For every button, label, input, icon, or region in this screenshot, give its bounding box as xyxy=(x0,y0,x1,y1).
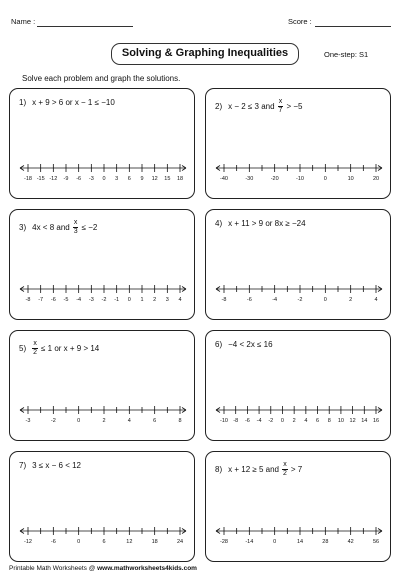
tick-label: 12 xyxy=(126,539,133,545)
problem-number: 4) xyxy=(215,219,223,228)
tick-label: -6 xyxy=(244,418,250,424)
tick-label: 0 xyxy=(280,418,284,424)
tick-label: -8 xyxy=(233,418,239,424)
fraction-numerator: x xyxy=(73,219,78,226)
number-line[interactable] xyxy=(206,452,392,563)
tick-label: -6 xyxy=(50,297,56,303)
tick-label: -3 xyxy=(25,418,31,424)
tick-label: 2 xyxy=(153,297,157,303)
tick-label: -28 xyxy=(220,539,228,545)
fraction-denominator: 3 xyxy=(73,227,78,235)
tick-label: 56 xyxy=(372,539,380,545)
tick-label: -4 xyxy=(272,297,278,303)
tick-label: -7 xyxy=(38,297,44,303)
tick-label: 3 xyxy=(115,176,119,182)
tick-label: 18 xyxy=(176,176,184,182)
inequality-text: x − 2 ≤ 3 and xyxy=(228,101,275,111)
tick-label: 1 xyxy=(140,297,144,303)
problem-number: 8) xyxy=(215,464,223,474)
fraction-numerator: x xyxy=(283,461,287,468)
tick-label: -6 xyxy=(76,176,82,182)
tick-label: 20 xyxy=(372,176,380,182)
tick-label: -2 xyxy=(268,418,274,424)
tick-label: 12 xyxy=(349,418,356,424)
tick-label: -12 xyxy=(49,176,58,182)
score-label: Score : xyxy=(288,17,312,26)
footer-prefix: Printable Math Worksheets @ xyxy=(9,565,98,572)
tick-label: -8 xyxy=(221,297,227,303)
problem-number: 3) xyxy=(19,222,27,232)
tick-label: -6 xyxy=(50,539,56,545)
problem-card-3 xyxy=(9,209,195,320)
number-line[interactable] xyxy=(10,210,196,321)
tick-label: 0 xyxy=(77,418,81,424)
tick-label: -9 xyxy=(63,176,69,182)
problem-number: 2) xyxy=(215,101,223,111)
problem-card-6 xyxy=(205,330,391,441)
tick-label: 2 xyxy=(292,418,296,424)
tick-label: 0 xyxy=(273,539,277,545)
tick-label: 6 xyxy=(153,418,157,424)
fraction-denominator: 2 xyxy=(33,348,38,356)
fraction-numerator: x xyxy=(33,340,37,347)
tick-label: -6 xyxy=(246,297,252,303)
problem-card-8 xyxy=(205,451,391,562)
inequality-text: ≤ −2 xyxy=(81,222,98,232)
tick-label: 6 xyxy=(102,539,106,545)
tick-label: 16 xyxy=(372,418,380,424)
name-label: Name : xyxy=(11,17,36,26)
fraction-numerator: x xyxy=(278,98,283,105)
tick-label: 18 xyxy=(151,539,158,545)
tick-label: 8 xyxy=(178,418,182,424)
tick-label: -8 xyxy=(25,297,31,303)
inequality-text: > 7 xyxy=(290,464,303,474)
tick-label: 0 xyxy=(77,539,81,545)
tick-label: -40 xyxy=(220,176,228,182)
tick-label: -2 xyxy=(101,297,107,303)
tick-label: 2 xyxy=(349,297,353,303)
tick-label: -3 xyxy=(88,297,94,303)
tick-label: 15 xyxy=(164,176,171,182)
number-line[interactable] xyxy=(10,331,196,442)
tick-label: 4 xyxy=(304,418,308,424)
score-field[interactable] xyxy=(315,18,391,27)
inequality-text: 4x < 8 and xyxy=(32,222,70,232)
tick-label: 10 xyxy=(337,418,344,424)
worksheet-title: Solving & Graphing Inequalities xyxy=(111,43,299,65)
problem-card-5 xyxy=(9,330,195,441)
number-line[interactable] xyxy=(10,452,196,563)
number-line[interactable] xyxy=(206,331,392,442)
tick-label: 9 xyxy=(140,176,144,182)
fraction-denominator: 7 xyxy=(278,106,283,114)
tick-label: 42 xyxy=(347,539,354,545)
problem-card-4 xyxy=(205,209,391,320)
problem-card-2 xyxy=(205,88,391,199)
number-line[interactable] xyxy=(206,210,392,321)
tick-label: 0 xyxy=(102,176,106,182)
tick-label: 10 xyxy=(347,176,354,182)
inequality-text: 3 ≤ x − 6 < 12 xyxy=(32,461,81,470)
tick-label: -30 xyxy=(245,176,254,182)
tick-label: -4 xyxy=(256,418,262,424)
tick-label: 14 xyxy=(361,418,368,424)
tick-label: -5 xyxy=(63,297,69,303)
tick-label: 6 xyxy=(316,418,320,424)
tick-label: 0 xyxy=(127,297,131,303)
problem-card-7 xyxy=(9,451,195,562)
problem-number: 1) xyxy=(19,98,27,107)
tick-label: -10 xyxy=(296,176,304,182)
tick-label: -14 xyxy=(245,539,254,545)
tick-label: 28 xyxy=(322,539,329,545)
tick-label: -15 xyxy=(36,176,45,182)
tick-label: 2 xyxy=(102,418,106,424)
problem-number: 5) xyxy=(19,343,27,353)
fraction-denominator: 2 xyxy=(283,469,287,477)
tick-label: 8 xyxy=(327,418,331,424)
number-line[interactable] xyxy=(206,89,392,200)
tick-label: -10 xyxy=(220,418,228,424)
tick-label: 4 xyxy=(374,297,378,303)
problem-number: 7) xyxy=(19,461,27,470)
inequality-text: x + 9 > 6 or x − 1 ≤ −10 xyxy=(32,98,115,107)
tick-label: 12 xyxy=(151,176,158,182)
tick-label: 24 xyxy=(176,539,184,545)
tick-label: -2 xyxy=(50,418,56,424)
tick-label: -20 xyxy=(270,176,279,182)
instructions: Solve each problem and graph the solutions. xyxy=(22,74,181,83)
number-line[interactable] xyxy=(10,89,196,200)
inequality-text: ≤ 1 or x + 9 > 14 xyxy=(41,343,100,353)
tick-label: 6 xyxy=(127,176,131,182)
inequality-text: −4 < 2x ≤ 16 xyxy=(228,340,273,349)
inequality-text: x + 12 ≥ 5 and xyxy=(228,464,279,474)
tick-label: -3 xyxy=(88,176,94,182)
tick-label: 14 xyxy=(296,539,304,545)
tick-label: 4 xyxy=(127,418,131,424)
problem-number: 6) xyxy=(215,340,223,349)
tick-label: -1 xyxy=(114,297,120,303)
footer-link[interactable]: www.mathworksheets4kids.com xyxy=(97,565,197,572)
tick-label: 4 xyxy=(178,297,182,303)
tick-label: -12 xyxy=(24,539,32,545)
inequality-text: > −5 xyxy=(286,101,303,111)
tick-label: -4 xyxy=(76,297,82,303)
inequality-text: x + 11 > 9 or 8x ≥ −24 xyxy=(228,219,306,228)
tick-label: 0 xyxy=(323,297,327,303)
tick-label: 0 xyxy=(323,176,327,182)
problem-card-1 xyxy=(9,88,195,199)
tick-label: -18 xyxy=(24,176,32,182)
tick-label: 3 xyxy=(165,297,169,303)
tick-label: -2 xyxy=(297,297,303,303)
name-field[interactable] xyxy=(37,18,133,27)
footer xyxy=(9,565,197,572)
worksheet-subtitle: One-step: S1 xyxy=(324,50,369,59)
